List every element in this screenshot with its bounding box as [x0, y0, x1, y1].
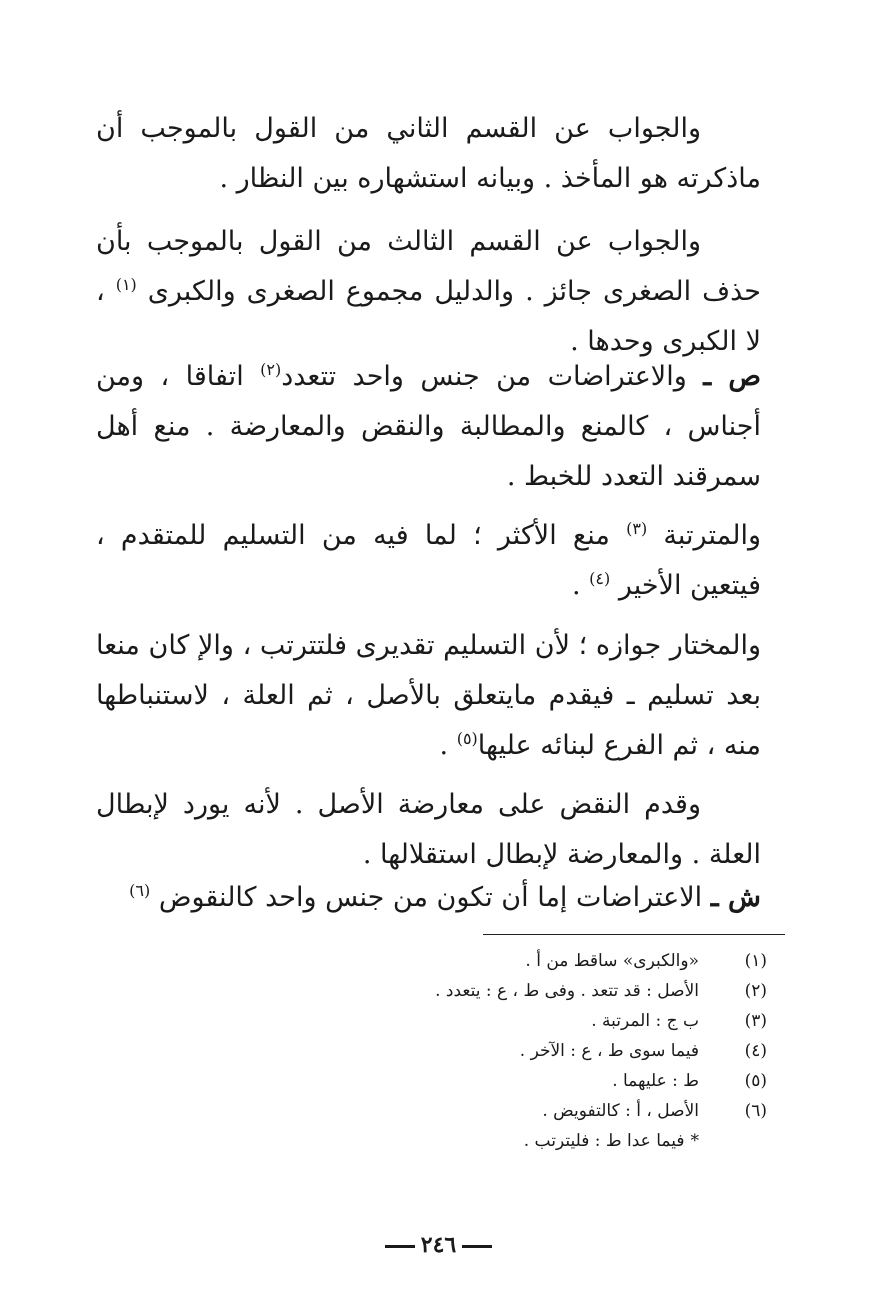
footnote-separator — [483, 934, 785, 935]
section-marker-text: ص ـ — [703, 361, 762, 392]
paragraph-4-text-b: منع الأكثر ؛ لما فيه من التسليم للمتقدم ، فيتعين الأخير — [96, 520, 761, 601]
footnote-text: ط : عليهما . — [612, 1071, 699, 1091]
paragraph-1 — [96, 104, 761, 204]
star-note — [307, 1126, 767, 1156]
footnote-text: الأصل : قد تتعد . وفى ط ، ع : يتعدد . — [435, 981, 699, 1001]
footnote-ref-4: (٤) — [589, 569, 611, 588]
footnote-text: الأصل ، أ : كالتفويض . — [542, 1101, 699, 1121]
footnote-item — [307, 1006, 767, 1036]
asterisk-icon: * — [690, 1131, 699, 1151]
footnote-item — [307, 946, 767, 976]
page-number — [0, 1232, 877, 1258]
paragraph-3-text-b: اتفاقا ، ومن أجناس ، كالمنع والمطالبة والنقض والمعارضة . منع أهل سمرقند التعدد للخبط . — [96, 361, 761, 492]
footnote-number: (٤) — [744, 1041, 767, 1061]
footnote-item — [307, 1036, 767, 1066]
footnote-ref-5: (٥) — [456, 729, 478, 748]
footnote-number: (٢) — [744, 981, 767, 1001]
paragraph-5-text-a: والمختار جوازه ؛ لأن التسليم تقديرى فلتترتب ، والإ كان منعا بعد تسليم ـ فيقدم مايتعلق بالأصل ، ثم العلة ، لاستنباطها منه ، ثم الفرع لبنائه عليها — [96, 630, 761, 761]
footnote-item — [307, 1096, 767, 1126]
footnote-item — [307, 976, 767, 1006]
footnote-number: (٣) — [744, 1011, 767, 1031]
footnote-ref-6: (٦) — [129, 881, 151, 900]
paragraph-4-text-c: . — [571, 570, 590, 601]
paragraph-3 — [96, 352, 761, 502]
page-number-dash-left — [385, 1245, 415, 1248]
page-number-text: ٢٤٦ — [420, 1232, 457, 1258]
footnote-text: «والكبرى» ساقط من أ . — [525, 951, 699, 971]
star-note-text: فيما عدا ط : فليترتب . — [523, 1131, 685, 1151]
footnote-number: (٥) — [744, 1071, 767, 1091]
paragraph-4 — [96, 511, 761, 611]
footnote-number: (٦) — [744, 1101, 767, 1121]
footnote-number: (١) — [744, 951, 767, 971]
footnotes — [307, 946, 767, 1156]
paragraph-2-text-a: والجواب عن القسم الثالث من القول بالموجب بأن حذف الصغرى جائز . والدليل مجموع الصغرى والكبرى — [96, 226, 761, 307]
footnote-ref-1: (١) — [115, 275, 137, 294]
footnote-ref-3: (٣) — [626, 519, 648, 538]
paragraph-2 — [96, 217, 761, 367]
page-number-dash-right — [462, 1245, 492, 1248]
paragraph-3-text-a: والاعتراضات من جنس واحد تتعدد — [281, 361, 704, 392]
paragraph-5-text-b: . — [439, 730, 457, 761]
footnote-text: ب ج : المرتبة . — [591, 1011, 699, 1031]
footnote-item — [307, 1066, 767, 1096]
commentary-marker-text: ش ـ — [710, 882, 761, 913]
paragraph-1-text: والجواب عن القسم الثاني من القول بالموجب أن ماذكرته هو المأخذ . وبيانه استشهاره بين النظار . — [96, 113, 761, 194]
footnote-text: فيما سوى ط ، ع : الآخر . — [519, 1041, 699, 1061]
paragraph-6-text: وقدم النقض على معارضة الأصل . لأنه يورد لإبطال العلة . والمعارضة لإبطال استقلالها . — [96, 789, 761, 870]
paragraph-7-text-a: الاعتراضات إما أن تكون من جنس واحد كالنقوض — [158, 882, 711, 913]
paragraph-2-text-b: ، لا الكبرى وحدها . — [96, 276, 761, 357]
paragraph-7 — [96, 873, 761, 923]
paragraph-5 — [96, 621, 761, 771]
footnote-ref-2: (٢) — [260, 360, 282, 379]
paragraph-6 — [96, 780, 761, 880]
paragraph-4-text-a: والمترتبة — [663, 520, 761, 551]
